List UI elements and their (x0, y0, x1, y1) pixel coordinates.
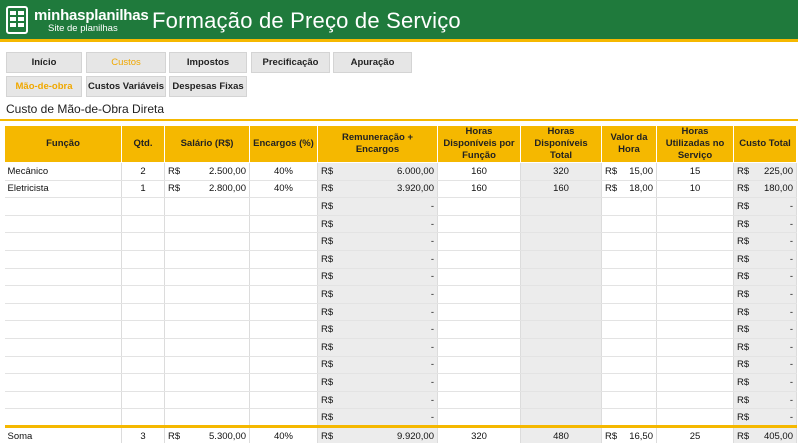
cell-valor-hora (602, 303, 657, 321)
cell-horas-total (521, 250, 602, 268)
cell-funcao[interactable] (5, 374, 122, 392)
cell-value: 225,00 (763, 165, 793, 177)
cell-remuneracao (318, 268, 438, 286)
cell-qtd[interactable] (122, 338, 165, 356)
cell-salario[interactable] (165, 374, 250, 392)
cell-encargos[interactable]: 40% (250, 163, 318, 181)
app-header (0, 0, 798, 42)
totals-remuneracao (318, 426, 438, 443)
cell-valor-hora (602, 286, 657, 304)
currency-symbol: R$ (321, 253, 334, 265)
cell-encargos[interactable] (250, 338, 318, 356)
logo-name: minhasplanilhas (34, 7, 149, 24)
currency-symbol: R$ (321, 271, 334, 283)
cell-valor-hora (602, 409, 657, 427)
cell-custo-total (734, 409, 797, 427)
cell-funcao[interactable] (5, 303, 122, 321)
currency-symbol: R$ (737, 359, 750, 371)
cell-custo-total (734, 286, 797, 304)
cell-value: - (430, 411, 434, 423)
cell-salario[interactable] (165, 233, 250, 251)
col-header-horas-servico: Horas Utilizadas no Serviço (657, 126, 734, 163)
table-header-row (5, 126, 797, 163)
cell-funcao[interactable] (5, 233, 122, 251)
currency-symbol: R$ (737, 236, 750, 248)
table-row (5, 163, 797, 181)
cell-valor-hora (602, 163, 657, 181)
cell-encargos[interactable] (250, 303, 318, 321)
cell-salario[interactable] (165, 286, 250, 304)
currency-symbol: R$ (737, 341, 750, 353)
cell-qtd[interactable] (122, 268, 165, 286)
table-row-empty (5, 356, 797, 374)
cell-qtd[interactable] (122, 250, 165, 268)
cell-salario[interactable] (165, 338, 250, 356)
cell-custo-total (734, 303, 797, 321)
cell-value: - (789, 341, 793, 353)
cell-value: - (789, 306, 793, 318)
currency-symbol: R$ (321, 288, 334, 300)
cell-value: 3.920,00 (397, 183, 434, 195)
cell-encargos[interactable] (250, 286, 318, 304)
currency-symbol: R$ (737, 324, 750, 336)
cell-funcao[interactable] (5, 409, 122, 427)
col-header-horas-total: Horas Disponíveis Total (521, 126, 602, 163)
cell-custo-total (734, 391, 797, 409)
cell-horas-servico[interactable] (657, 233, 734, 251)
currency-symbol: R$ (321, 165, 334, 177)
totals-horas-total: 480 (521, 426, 602, 443)
cell-horas-funcao[interactable] (438, 233, 521, 251)
cell-custo-total (734, 374, 797, 392)
totals-label: Soma (5, 426, 122, 443)
cell-qtd[interactable] (122, 215, 165, 233)
cell-custo-total (734, 215, 797, 233)
cell-horas-funcao[interactable] (438, 286, 521, 304)
cell-value: 6.000,00 (397, 165, 434, 177)
tab-mao-de-obra[interactable]: Mão-de-obra (6, 76, 82, 97)
cell-value: - (430, 253, 434, 265)
cell-custo-total (734, 338, 797, 356)
cell-value: - (430, 218, 434, 230)
currency-symbol: R$ (605, 183, 618, 195)
cell-horas-total (521, 356, 602, 374)
cell-value: - (430, 376, 434, 388)
cell-qtd[interactable] (122, 409, 165, 427)
cell-value: 15,00 (629, 165, 653, 177)
tab-apuracao[interactable]: Apuração (333, 52, 412, 73)
table-row-empty (5, 374, 797, 392)
currency-symbol: R$ (737, 271, 750, 283)
col-header-salario: Salário (R$) (165, 126, 250, 163)
currency-symbol: R$ (168, 165, 181, 177)
cell-custo-total (734, 180, 797, 198)
currency-symbol: R$ (321, 431, 334, 443)
currency-symbol: R$ (321, 236, 334, 248)
currency-symbol: R$ (605, 431, 618, 443)
cell-value: - (789, 359, 793, 371)
totals-salario (165, 426, 250, 443)
cell-funcao[interactable] (5, 268, 122, 286)
cell-horas-servico[interactable] (657, 374, 734, 392)
cell-salario[interactable] (165, 391, 250, 409)
cell-salario[interactable] (165, 163, 250, 181)
cell-valor-hora (602, 268, 657, 286)
totals-valor-hora (602, 426, 657, 443)
cell-encargos[interactable] (250, 250, 318, 268)
currency-symbol: R$ (737, 306, 750, 318)
cell-horas-funcao[interactable] (438, 338, 521, 356)
currency-symbol: R$ (737, 183, 750, 195)
table-row-empty (5, 338, 797, 356)
cell-horas-total (521, 391, 602, 409)
tab-inicio[interactable]: Início (6, 52, 82, 73)
cell-encargos[interactable] (250, 356, 318, 374)
cell-remuneracao (318, 391, 438, 409)
cell-value: - (789, 253, 793, 265)
table-row-empty (5, 215, 797, 233)
cell-horas-funcao[interactable] (438, 321, 521, 339)
cell-horas-total (521, 409, 602, 427)
cell-funcao[interactable]: Eletricista (5, 180, 122, 198)
cell-horas-total (521, 374, 602, 392)
totals-row (5, 426, 797, 443)
cell-funcao[interactable] (5, 321, 122, 339)
table-row (5, 180, 797, 198)
cell-value: 9.920,00 (397, 431, 434, 443)
cell-value: - (789, 236, 793, 248)
cell-salario[interactable] (165, 409, 250, 427)
table-row-empty (5, 198, 797, 216)
col-header-custo-total: Custo Total (734, 126, 797, 163)
cell-remuneracao (318, 215, 438, 233)
currency-symbol: R$ (321, 218, 334, 230)
table-row-empty (5, 303, 797, 321)
cell-valor-hora (602, 180, 657, 198)
cell-horas-servico[interactable] (657, 250, 734, 268)
spreadsheet-logo-icon (6, 6, 28, 34)
cell-custo-total (734, 198, 797, 216)
cell-value: - (789, 376, 793, 388)
cell-value: - (430, 306, 434, 318)
cell-remuneracao (318, 286, 438, 304)
currency-symbol: R$ (737, 200, 750, 212)
cell-salario[interactable] (165, 198, 250, 216)
cell-remuneracao (318, 321, 438, 339)
cell-qtd[interactable]: 2 (122, 163, 165, 181)
cell-value: - (789, 200, 793, 212)
table-row-empty (5, 409, 797, 427)
cell-valor-hora (602, 215, 657, 233)
cell-remuneracao (318, 303, 438, 321)
cell-funcao[interactable] (5, 286, 122, 304)
cell-horas-total (521, 268, 602, 286)
col-header-remuneracao: Remuneração + Encargos (318, 126, 438, 163)
cell-salario[interactable] (165, 250, 250, 268)
cell-qtd[interactable] (122, 356, 165, 374)
currency-symbol: R$ (168, 183, 181, 195)
cell-remuneracao (318, 198, 438, 216)
totals-qtd: 3 (122, 426, 165, 443)
cell-qtd[interactable] (122, 198, 165, 216)
cell-horas-servico[interactable] (657, 391, 734, 409)
cell-value: - (430, 341, 434, 353)
cell-value: - (430, 271, 434, 283)
cell-value: - (789, 411, 793, 423)
cell-encargos[interactable] (250, 215, 318, 233)
cell-encargos[interactable]: 40% (250, 180, 318, 198)
tab-impostos[interactable]: Impostos (169, 52, 247, 73)
cell-horas-servico[interactable]: 10 (657, 180, 734, 198)
currency-symbol: R$ (737, 411, 750, 423)
cell-custo-total (734, 321, 797, 339)
cell-horas-total (521, 338, 602, 356)
table-row-empty (5, 250, 797, 268)
cell-encargos[interactable] (250, 321, 318, 339)
currency-symbol: R$ (737, 376, 750, 388)
currency-symbol: R$ (321, 359, 334, 371)
cell-horas-funcao[interactable] (438, 268, 521, 286)
currency-symbol: R$ (737, 165, 750, 177)
currency-symbol: R$ (605, 165, 618, 177)
cell-horas-funcao[interactable] (438, 250, 521, 268)
cell-valor-hora (602, 250, 657, 268)
cell-value: - (789, 324, 793, 336)
cell-valor-hora (602, 233, 657, 251)
cell-horas-funcao[interactable]: 160 (438, 163, 521, 181)
labor-cost-table (4, 125, 797, 443)
cell-horas-servico[interactable] (657, 338, 734, 356)
section-divider (0, 119, 798, 121)
cell-horas-servico[interactable] (657, 286, 734, 304)
cell-horas-servico[interactable] (657, 356, 734, 374)
cell-horas-total (521, 303, 602, 321)
col-header-encargos: Encargos (%) (250, 126, 318, 163)
currency-symbol: R$ (321, 341, 334, 353)
section-title: Custo de Mão-de-Obra Direta (6, 102, 165, 116)
cell-horas-total (521, 233, 602, 251)
totals-horas-funcao: 320 (438, 426, 521, 443)
col-header-funcao: Função (5, 126, 122, 163)
cell-horas-funcao[interactable] (438, 391, 521, 409)
cell-value: 2.800,00 (209, 183, 246, 195)
cell-encargos[interactable] (250, 233, 318, 251)
currency-symbol: R$ (321, 376, 334, 388)
currency-symbol: R$ (737, 394, 750, 406)
cell-remuneracao (318, 180, 438, 198)
cell-horas-total: 320 (521, 163, 602, 181)
cell-valor-hora (602, 374, 657, 392)
cell-horas-funcao[interactable]: 160 (438, 180, 521, 198)
col-header-horas-funcao: Horas Disponíveis por Função (438, 126, 521, 163)
col-header-valor-hora: Valor da Hora (602, 126, 657, 163)
cell-horas-total (521, 198, 602, 216)
cell-custo-total (734, 268, 797, 286)
cell-value: - (430, 359, 434, 371)
cell-salario[interactable] (165, 303, 250, 321)
cell-value: - (789, 394, 793, 406)
currency-symbol: R$ (737, 253, 750, 265)
cell-value: 180,00 (763, 183, 793, 195)
tab-despesas-fixas[interactable]: Despesas Fixas (169, 76, 247, 97)
currency-symbol: R$ (321, 200, 334, 212)
cell-funcao[interactable] (5, 250, 122, 268)
currency-symbol: R$ (168, 431, 181, 443)
cell-valor-hora (602, 321, 657, 339)
cell-remuneracao (318, 250, 438, 268)
cell-horas-total (521, 321, 602, 339)
cell-horas-servico[interactable] (657, 303, 734, 321)
cell-value: - (430, 288, 434, 300)
cell-encargos[interactable] (250, 391, 318, 409)
currency-symbol: R$ (737, 288, 750, 300)
cell-funcao[interactable] (5, 338, 122, 356)
cell-horas-funcao[interactable] (438, 409, 521, 427)
cell-horas-funcao[interactable] (438, 303, 521, 321)
cell-custo-total (734, 163, 797, 181)
table-row-empty (5, 286, 797, 304)
currency-symbol: R$ (321, 394, 334, 406)
cell-qtd[interactable] (122, 303, 165, 321)
currency-symbol: R$ (737, 431, 750, 443)
totals-encargos: 40% (250, 426, 318, 443)
cell-qtd[interactable] (122, 233, 165, 251)
logo-tagline: Site de planilhas (48, 23, 118, 34)
currency-symbol: R$ (321, 324, 334, 336)
cell-salario[interactable] (165, 180, 250, 198)
cell-horas-funcao[interactable] (438, 198, 521, 216)
tab-precificacao[interactable]: Precificação (251, 52, 330, 73)
cell-encargos[interactable] (250, 268, 318, 286)
cell-qtd[interactable]: 1 (122, 180, 165, 198)
cell-funcao[interactable] (5, 356, 122, 374)
table-row-empty (5, 233, 797, 251)
cell-remuneracao (318, 338, 438, 356)
cell-value: - (789, 288, 793, 300)
cell-remuneracao (318, 233, 438, 251)
cell-salario[interactable] (165, 268, 250, 286)
cell-horas-total (521, 215, 602, 233)
cell-qtd[interactable] (122, 321, 165, 339)
cell-value: 5.300,00 (209, 431, 246, 443)
cell-value: - (789, 271, 793, 283)
cell-qtd[interactable] (122, 391, 165, 409)
cell-horas-servico[interactable]: 15 (657, 163, 734, 181)
cell-value: - (430, 200, 434, 212)
cell-salario[interactable] (165, 321, 250, 339)
cell-salario[interactable] (165, 215, 250, 233)
cell-valor-hora (602, 338, 657, 356)
col-header-qtd: Qtd. (122, 126, 165, 163)
cell-remuneracao (318, 409, 438, 427)
cell-value: 16,50 (629, 431, 653, 443)
cell-horas-total (521, 286, 602, 304)
tab-custos-variaveis[interactable]: Custos Variáveis (86, 76, 166, 97)
cell-horas-servico[interactable] (657, 321, 734, 339)
cell-funcao[interactable]: Mecânico (5, 163, 122, 181)
cell-horas-funcao[interactable] (438, 356, 521, 374)
cell-horas-servico[interactable] (657, 215, 734, 233)
cell-valor-hora (602, 391, 657, 409)
cell-value: 405,00 (763, 431, 793, 443)
cell-encargos[interactable] (250, 198, 318, 216)
tab-custos[interactable]: Custos (86, 52, 166, 73)
cell-custo-total (734, 233, 797, 251)
table-row-empty (5, 268, 797, 286)
cell-value: - (430, 324, 434, 336)
currency-symbol: R$ (321, 306, 334, 318)
cell-encargos[interactable] (250, 374, 318, 392)
cell-horas-servico[interactable] (657, 409, 734, 427)
cell-horas-funcao[interactable] (438, 215, 521, 233)
cell-encargos[interactable] (250, 409, 318, 427)
cell-remuneracao (318, 374, 438, 392)
cell-horas-servico[interactable] (657, 198, 734, 216)
cell-value: - (789, 218, 793, 230)
table-row-empty (5, 391, 797, 409)
cell-horas-funcao[interactable] (438, 374, 521, 392)
cell-custo-total (734, 250, 797, 268)
currency-symbol: R$ (321, 411, 334, 423)
cell-horas-servico[interactable] (657, 268, 734, 286)
cell-qtd[interactable] (122, 374, 165, 392)
cell-funcao[interactable] (5, 215, 122, 233)
totals-custo-total (734, 426, 797, 443)
cell-salario[interactable] (165, 356, 250, 374)
table-row-empty (5, 321, 797, 339)
cell-value: 18,00 (629, 183, 653, 195)
cell-valor-hora (602, 198, 657, 216)
currency-symbol: R$ (321, 183, 334, 195)
cell-remuneracao (318, 163, 438, 181)
cell-horas-total: 160 (521, 180, 602, 198)
cell-remuneracao (318, 356, 438, 374)
cell-value: - (430, 236, 434, 248)
cell-value: 2.500,00 (209, 165, 246, 177)
cell-funcao[interactable] (5, 391, 122, 409)
cell-value: - (430, 394, 434, 406)
currency-symbol: R$ (737, 218, 750, 230)
cell-funcao[interactable] (5, 198, 122, 216)
cell-qtd[interactable] (122, 286, 165, 304)
cell-valor-hora (602, 356, 657, 374)
page-title: Formação de Preço de Serviço (152, 8, 461, 33)
cell-custo-total (734, 356, 797, 374)
totals-horas-servico: 25 (657, 426, 734, 443)
